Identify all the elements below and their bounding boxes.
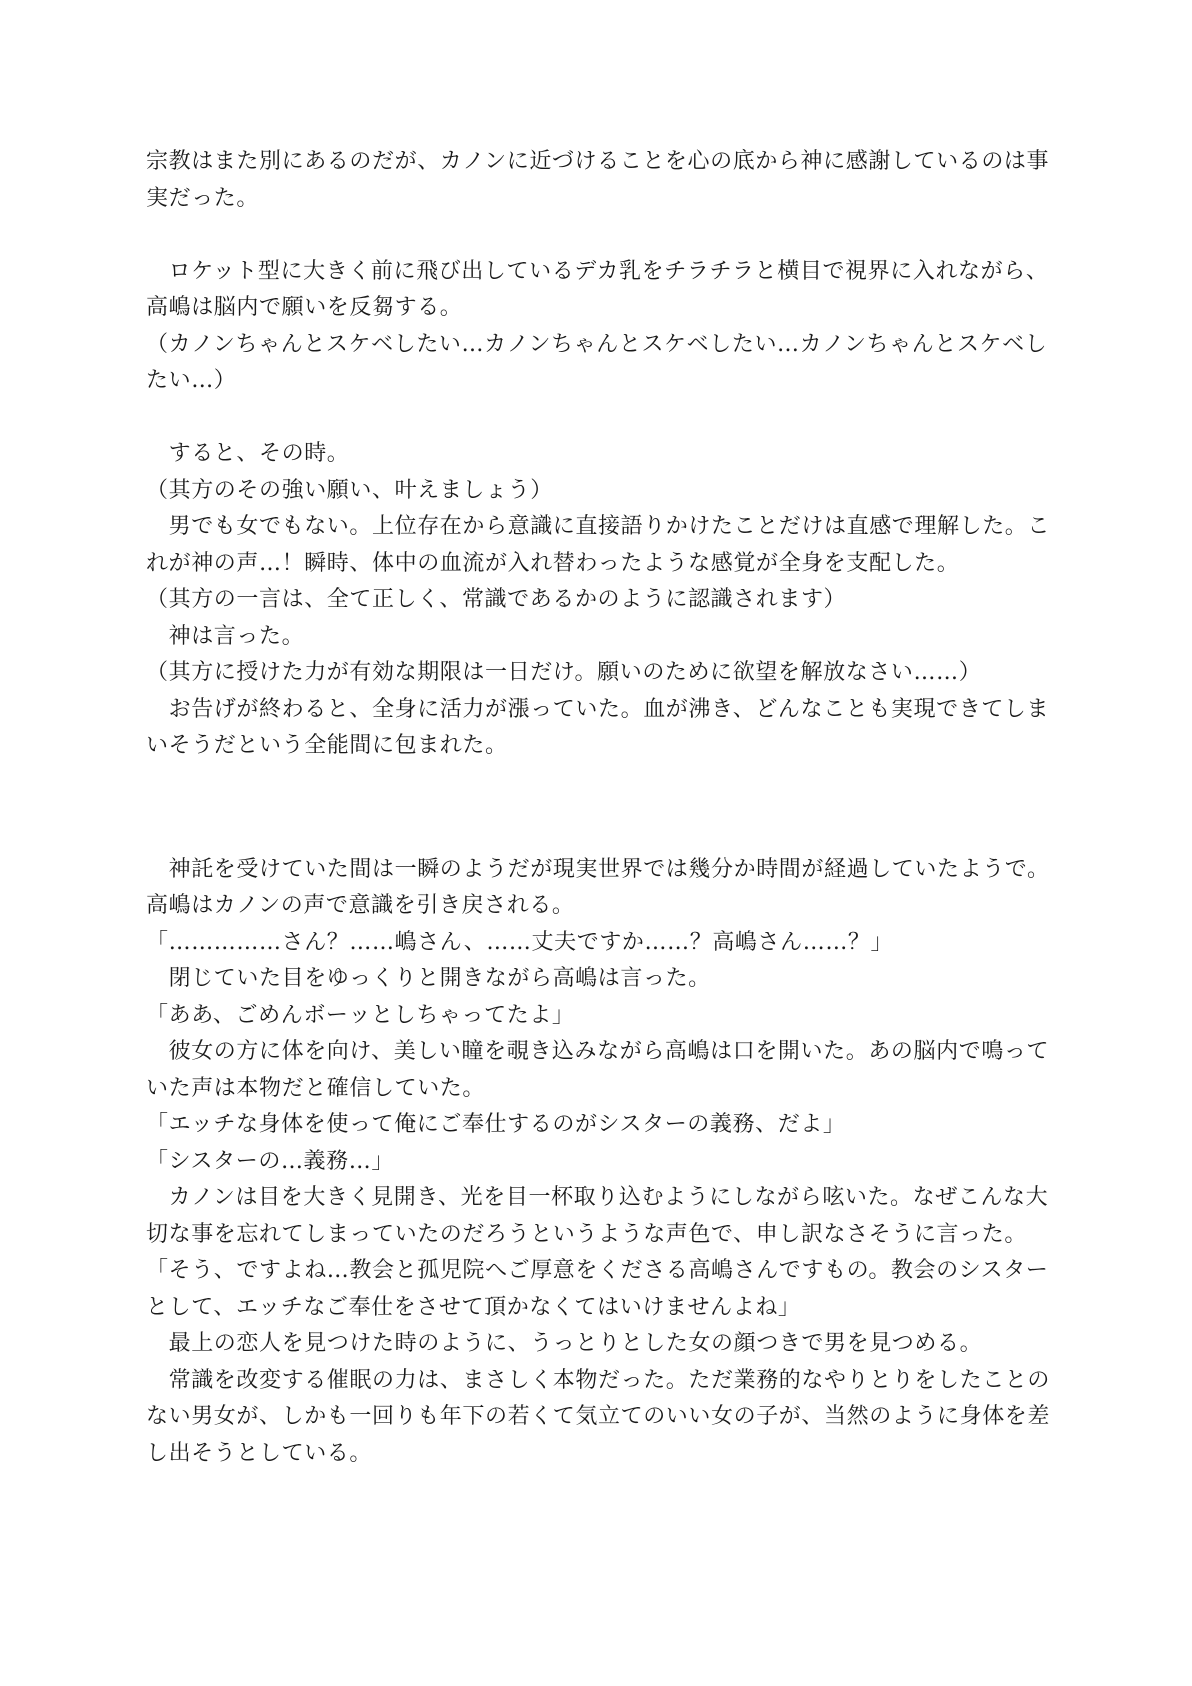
paragraph: カノンは目を大きく見開き、光を目一杯取り込むようにしながら呟いた。なぜこんな大切な事を忘れてしまっていたのだろうというような声色で、申し訳なさそうに言った。 (146, 1185, 1049, 1247)
body-text (146, 144, 1051, 1472)
paragraph: 常識を改変する催眠の力は、まさしく本物だった。ただ業務的なやりとりをしたことのない男女が、しかも一回りも年下の若くて気立てのいい女の子が、当然のように身体を差し出そうとしている。 (146, 1367, 1051, 1466)
section-spacer (146, 765, 1051, 852)
paragraph: 男でも女でもない。上位存在から意識に直接語りかけたことだけは直感で理解した。これが神の声…！瞬時、体中の血流が入れ替わったような感覚が全身を支配した。 (146, 514, 1051, 576)
paragraph: 「……………さん？……嶋さん、……丈夫ですか……？高嶋さん……？」 (146, 929, 894, 955)
paragraph: 閉じていた目をゆっくりと開きながら高嶋は言った。 (146, 966, 711, 991)
paragraph: ロケット型に大きく前に飛び出しているデカ乳をチラチラと横目で視界に入れながら、高嶋は脳内で願いを反芻する。 (146, 258, 1049, 320)
paragraph: （其方に授けた力が有効な期限は一日だけ。願いのために欲望を解放なさい……） (146, 660, 982, 685)
paragraph: （カノンちゃんとスケベしたい…カノンちゃんとスケベしたい…カノンちゃんとスケベしたい…） (146, 331, 1048, 393)
paragraph: （其方のその強い願い、叶えましょう） (146, 477, 553, 503)
paragraph: 「そう、ですよね…教会と孤児院へご厚意をくださる高嶋さんですもの。教会のシスターとして、エッチなご奉仕をさせて頂かなくてはいけませんよね」 (146, 1258, 1049, 1320)
paragraph: 宗教はまた別にあるのだが、カノンに近づけることを心の底から神に感謝しているのは事実だった。 (146, 149, 1050, 211)
paragraph-spacer (146, 217, 1051, 254)
paragraph: 「エッチな身体を使って俺にご奉仕するのがシスターの義務、だよ」 (146, 1112, 846, 1137)
paragraph: 神は言った。 (146, 623, 305, 649)
paragraph: 神託を受けていた間は一瞬のようだが現実世界では幾分か時間が経過していたようで。高嶋はカノンの声で意識を引き戻される。 (146, 856, 1050, 918)
paragraph: 「ああ、ごめんボーッとしちゃってたよ」 (146, 1002, 575, 1028)
paragraph: お告げが終わると、全身に活力が漲っていた。血が沸き、どんなことも実現できてしまいそうだという全能間に包まれた。 (146, 696, 1050, 758)
paragraph: 彼女の方に体を向け、美しい瞳を覗き込みながら高嶋は口を開いた。あの脳内で鳴っていた声は本物だと確信していた。 (146, 1039, 1050, 1101)
paragraph-spacer (146, 400, 1051, 437)
paragraph: すると、その時。 (146, 441, 350, 466)
paragraph: （其方の一言は、全て正しく、常識であるかのように認識されます） (146, 587, 847, 612)
paragraph: 「シスターの…義務…」 (146, 1148, 394, 1174)
paragraph: 最上の恋人を見つけた時のように、うっとりとした女の顔つきで男を見つめる。 (146, 1331, 983, 1356)
